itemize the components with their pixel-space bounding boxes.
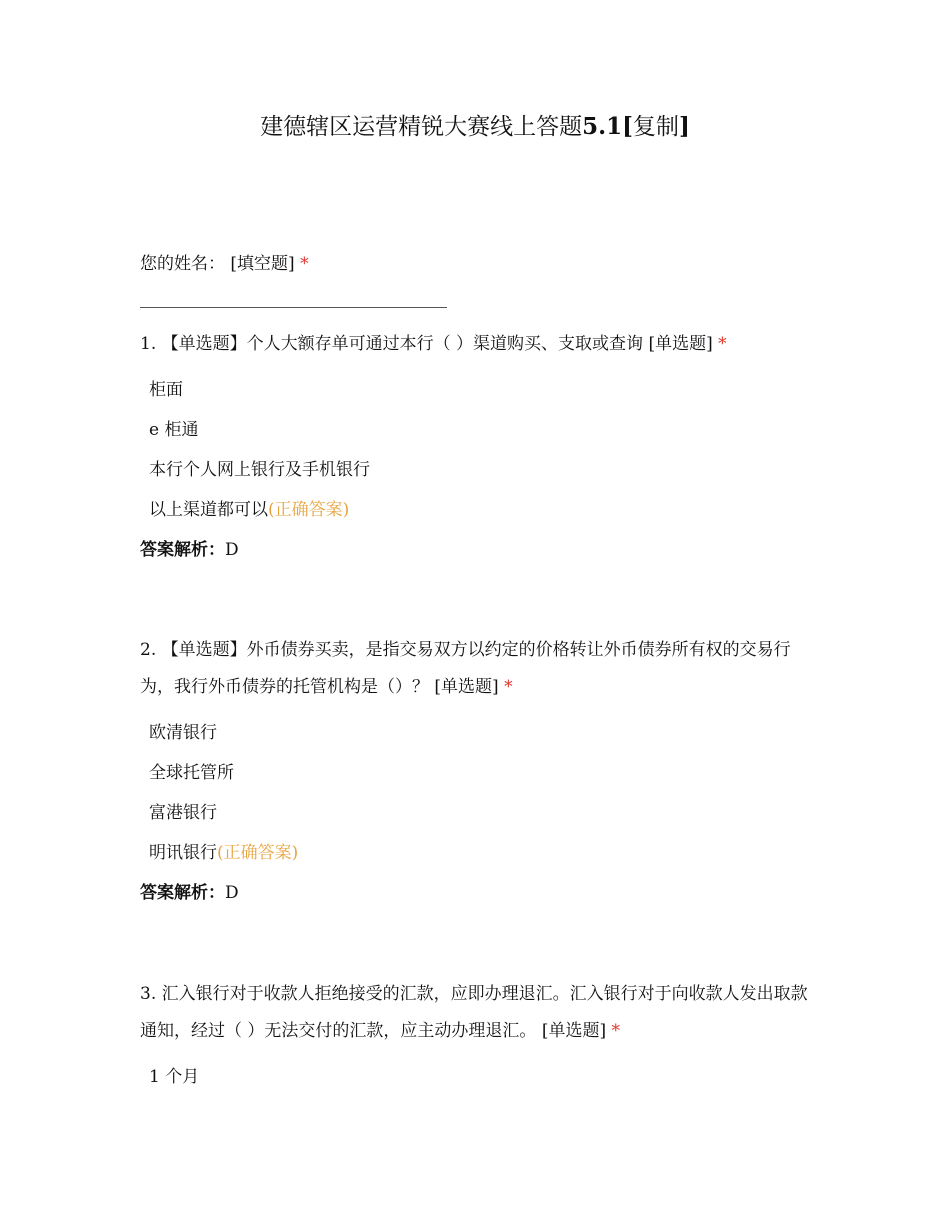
question-1	[140, 326, 820, 570]
option: e 柜通	[149, 420, 199, 440]
page-title	[0, 110, 950, 144]
name-answer-line	[140, 307, 447, 308]
option: 全球托管所	[149, 763, 234, 783]
option: 柜面	[149, 380, 183, 400]
question-1-options	[140, 370, 820, 530]
question-2	[140, 632, 820, 913]
question-number: 1.	[140, 334, 157, 354]
title-version: 5.1[	[582, 113, 633, 140]
question-type: [单选题]	[541, 1021, 607, 1041]
correct-answer-tag: (正确答案)	[217, 843, 299, 863]
explanation-label: 答案解析：	[140, 540, 225, 560]
question-type: [单选题]	[648, 334, 713, 354]
name-label: 您的姓名：	[140, 254, 225, 274]
question-number: 2.	[140, 640, 157, 660]
name-question	[140, 250, 309, 278]
explanation-value: D	[225, 540, 239, 560]
question-3-text	[140, 976, 820, 1050]
question-body: 【单选题】个人大额存单可通过本行（ ）渠道购买、支取或查询	[161, 334, 644, 354]
explanation-value: D	[225, 883, 239, 903]
option: 欧清银行	[149, 723, 217, 743]
title-copy-tag: 复制	[633, 114, 679, 140]
question-type: [单选题]	[434, 677, 499, 697]
title-text: 建德辖区运营精锐大赛线上答题	[260, 114, 583, 140]
required-mark: *	[504, 677, 513, 697]
question-3-options	[140, 1057, 820, 1097]
question-2-text	[140, 632, 820, 706]
required-mark: *	[611, 1021, 620, 1041]
option: 本行个人网上银行及手机银行	[149, 460, 370, 480]
question-2-options	[140, 713, 820, 873]
question-3	[140, 976, 820, 1097]
name-type: [填空题]	[230, 254, 295, 274]
required-mark: *	[718, 334, 727, 354]
title-bracket: ]	[679, 113, 690, 140]
option: 富港银行	[149, 803, 217, 823]
answer-explanation	[140, 530, 820, 570]
answer-explanation	[140, 873, 820, 913]
question-body: 汇入银行对于收款人拒绝接受的汇款，应即办理退汇。汇入银行对于向收款人发出取款通知，经过（ ）无法交付的汇款，应主动办理退汇。	[140, 984, 808, 1041]
option-correct: 明讯银行(正确答案)	[149, 843, 299, 863]
option: 1 个月	[149, 1067, 200, 1087]
question-1-text	[140, 326, 820, 363]
required-mark: *	[300, 254, 309, 274]
question-number: 3.	[140, 984, 157, 1004]
option-correct: 以上渠道都可以(正确答案)	[149, 500, 350, 520]
explanation-label: 答案解析：	[140, 883, 225, 903]
correct-answer-tag: (正确答案)	[268, 500, 350, 520]
question-body: 【单选题】外币债券买卖，是指交易双方以约定的价格转让外币债券所有权的交易行为，我行外币债券的托管机构是（）？	[140, 640, 791, 697]
